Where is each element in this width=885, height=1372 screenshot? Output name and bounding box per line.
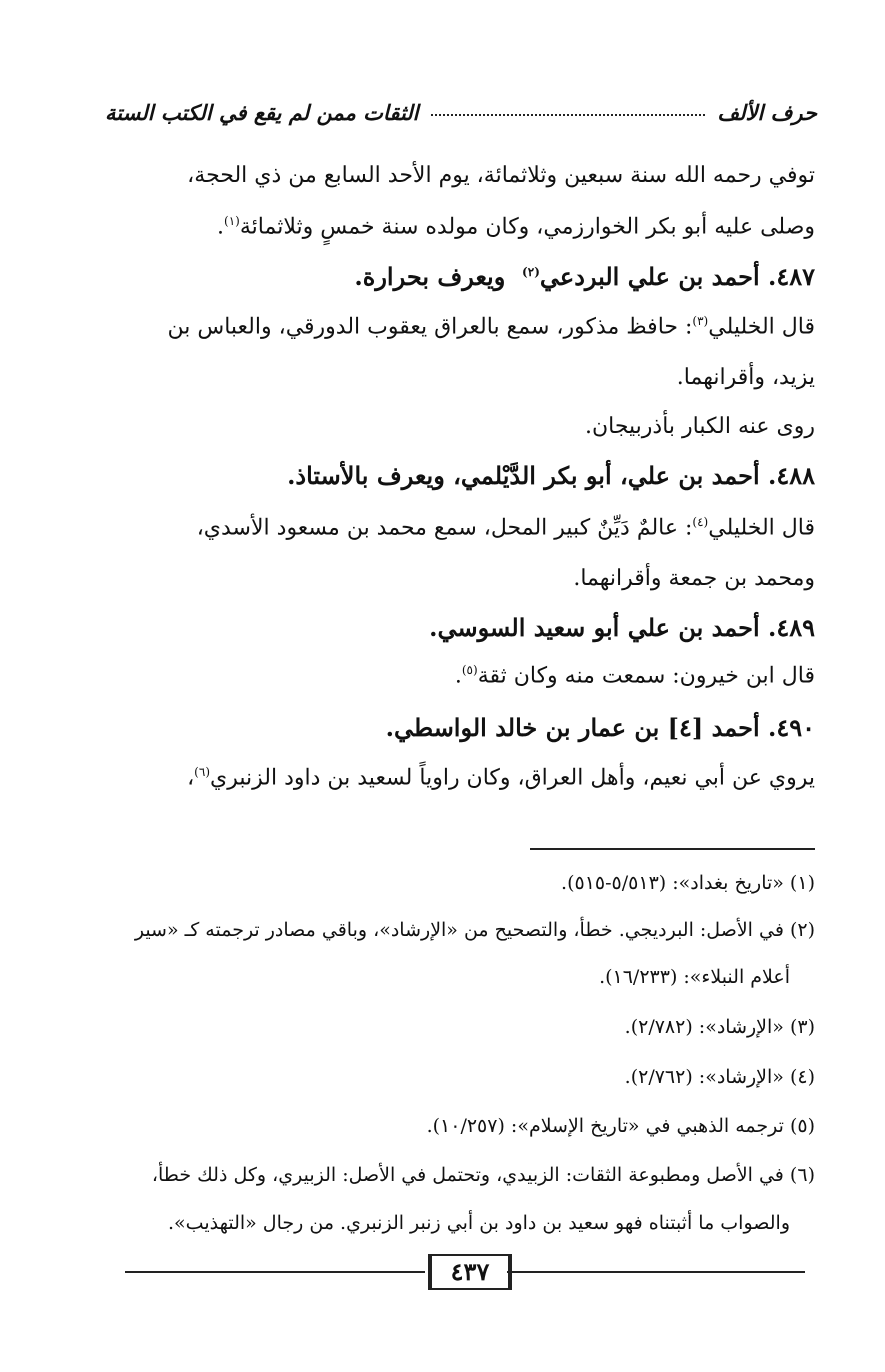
footnote: (٥) ترجمه الذهبي في «تاريخ الإسلام»: (١٠/٢٥٧). [426, 1115, 815, 1137]
header-dot-leader [431, 102, 706, 116]
body-line: قال الخليلي$^{(٣)}$: حافظ مذكور، سمع بالعراق يعقوب الدورقي، والعباس بن [167, 314, 815, 340]
entry-heading: ٤٨٧. أحمد بن علي البردعي$^{(٢)}$ ويعرف بحرارة. [354, 262, 815, 291]
footnote-marker: (٦) [194, 765, 210, 779]
page-number: ٤٣٧ [428, 1254, 512, 1290]
footnote-continuation: أعلام النبلاء»: (١٦/٢٣٣). [599, 966, 790, 988]
header-chapter: حرف الألف [717, 100, 817, 125]
running-header [105, 100, 817, 125]
footnote-continuation: والصواب ما أثبتناه فهو سعيد بن داود بن أبي زنبر الزنبري. من رجال «التهذيب». [168, 1212, 790, 1234]
footnote-marker: (٣) [692, 314, 709, 328]
footnote-marker: (٤) [692, 515, 709, 529]
entry-heading: ٤٨٨. أحمد بن علي، أبو بكر الدَّيْلمي، ويعرف بالأستاذ. [287, 461, 815, 490]
footnote: (٣) «الإرشاد»: (٢/٧٨٢). [624, 1016, 815, 1038]
footnote-separator [530, 848, 815, 850]
footnote-marker: (٥) [461, 663, 478, 677]
entry-heading: ٤٩٠. أحمد [٤] بن عمار بن خالد الواسطي. [385, 713, 815, 742]
footnote: (٦) في الأصل ومطبوعة الثقات: الزبيدي، وتحتمل في الأصل: الزبيري، وكل ذلك خطأ، [151, 1164, 815, 1186]
header-book-title: الثقات ممن لم يقع في الكتب الستة [105, 100, 419, 125]
body-line: يزيد، وأقرانهما. [676, 365, 815, 390]
footnote: (٤) «الإرشاد»: (٢/٧٦٢). [624, 1066, 815, 1088]
footer-rule-right [507, 1271, 805, 1273]
body-line: ومحمد بن جمعة وأقرانهما. [573, 566, 815, 591]
body-line: قال الخليلي$^{(٤)}$: عالمٌ دَيِّنٌ كبير المحل، سمع محمد بن مسعود الأسدي، [196, 515, 815, 541]
body-line: توفي رحمه الله سنة سبعين وثلاثمائة، يوم الأحد السابع من ذي الحجة، [187, 163, 815, 188]
footnote-marker: (٢) [522, 265, 540, 279]
body-line: يروي عن أبي نعيم، وأهل العراق، وكان راوياً لسعيد بن داود الزنبري$^{(٦)}$، [187, 765, 815, 791]
footnote: (٢) في الأصل: البرديجي. خطأ، والتصحيح من «الإرشاد»، وباقي مصادر ترجمته كـ «سير [134, 919, 815, 941]
footnote: (١) «تاريخ بغداد»: (٥/٥١٣-٥١٥). [561, 872, 815, 894]
body-line: قال ابن خيرون: سمعت منه وكان ثقة$^{(٥)}$. [454, 663, 815, 689]
entry-heading: ٤٨٩. أحمد بن علي أبو سعيد السوسي. [429, 613, 815, 642]
body-line: وصلى عليه أبو بكر الخوارزمي، وكان مولده سنة خمسٍ وثلاثمائة$^{(١)}$. [217, 214, 815, 240]
footer-rule-left [125, 1271, 425, 1273]
body-line: روى عنه الكبار بأذربيجان. [584, 414, 815, 439]
footnote-marker: (١) [224, 214, 240, 228]
